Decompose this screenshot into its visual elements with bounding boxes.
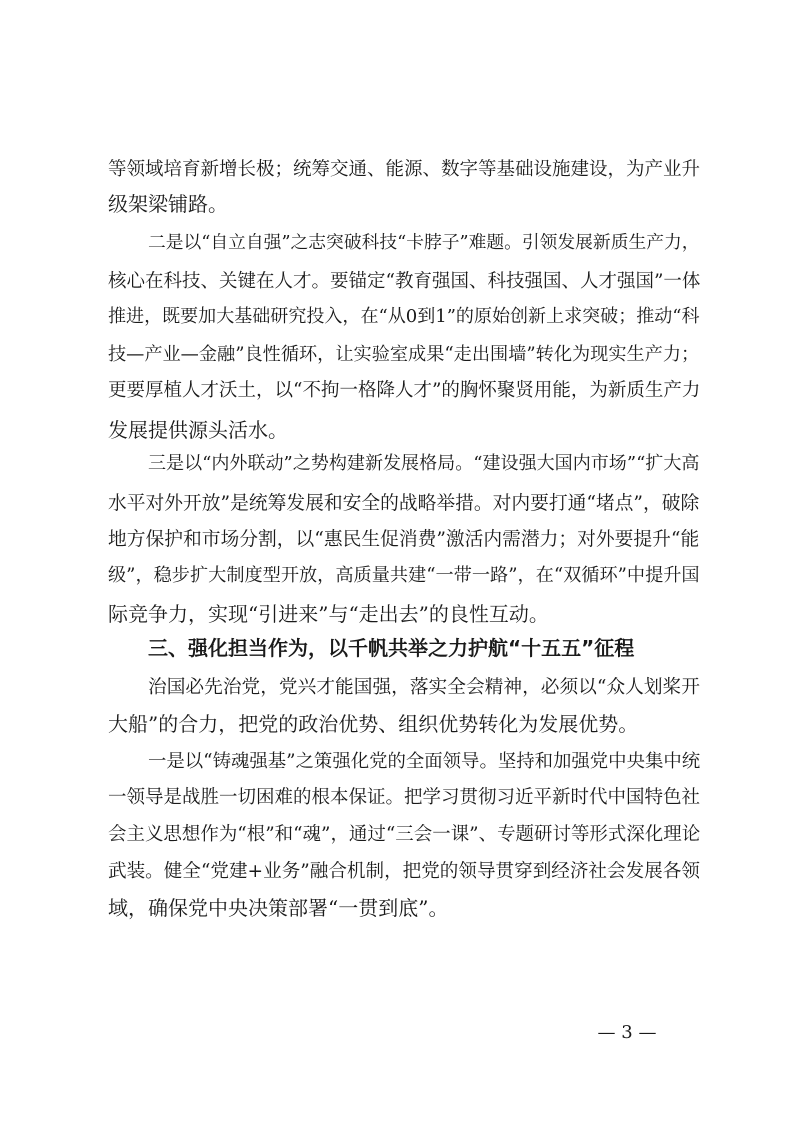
paragraph-line xyxy=(0,815,794,855)
paragraph-3-line-2: 水平对外开放”是统筹发展和安全的战略举措。对内要打通“堵点”，破除 xyxy=(108,493,700,514)
paragraph-2-line-1: 二是以“自立自强”之志突破科技“卡脖子”难题。引领发展新质生产力， xyxy=(148,233,700,253)
paragraph-4-line-2: 大船”的合力，把党的政治优势、组织优势转化为发展优势。 xyxy=(108,712,639,736)
paragraph-line xyxy=(0,668,794,708)
section-heading: 三、强化担当作为，以千帆共举之力护航“十五五”征程 xyxy=(148,636,635,660)
section-heading-line xyxy=(0,628,794,668)
paragraph-1-line-1: 等领域培育新增长极；统筹交通、能源、数字等基础设施建设，为产业升 xyxy=(108,159,701,180)
paragraph-5-line-2: 一领导是战胜一切困难的根本保证。把学习贯彻习近平新时代中国特色社 xyxy=(108,787,701,808)
paragraph-line xyxy=(0,262,794,302)
paragraph-3-line-1: 三是以“内外联动”之势构建新发展格局。“建设强大国内市场”“扩大高 xyxy=(148,453,700,474)
paragraph-line xyxy=(0,444,794,484)
paragraph-line xyxy=(0,852,794,892)
paragraph-4-line-1: 治国必先治党，党兴才能国强，落实全会精神，必须以“众人划桨开 xyxy=(148,677,700,698)
paragraph-line xyxy=(0,184,794,224)
paragraph-line xyxy=(0,888,794,928)
page-number: — 3 — xyxy=(597,1022,657,1043)
paragraph-3-line-4: 级”，稳步扩大制度型开放，高质量共建“一带一路”，在“双循环”中提升国 xyxy=(108,565,700,586)
paragraph-line xyxy=(0,520,794,560)
paragraph-line xyxy=(0,297,794,337)
paragraph-line xyxy=(0,223,794,263)
paragraph-2-line-6: 发展提供源头活水。 xyxy=(108,418,288,442)
paragraph-5-line-3: 会主义思想作为“根”和“魂”，通过“三会一课”、专题研讨等形式深化理论 xyxy=(108,824,701,845)
paragraph-5-line-1: 一是以“铸魂强基”之策强化党的全面领导。坚持和加强党中央集中统 xyxy=(148,751,701,772)
paragraph-3-line-3: 地方保护和市场分割，以“惠民生促消费”激活内需潜力；对外要提升“能 xyxy=(108,529,700,550)
paragraph-2-line-4: 技—产业—金融”良性循环，让实验室成果“走出围墙”转化为现实生产力； xyxy=(108,344,700,365)
paragraph-2-line-5: 更要厚植人才沃土，以“不拘一格降人才”的胸怀聚贤用能，为新质生产力 xyxy=(108,380,701,401)
paragraph-2-line-2: 核心在科技、关键在人才。要锚定“教育强国、科技强国、人才强国”一体 xyxy=(108,271,701,292)
paragraph-line xyxy=(0,335,794,375)
paragraph-1-line-2: 级架梁铺路。 xyxy=(108,192,228,216)
paragraph-line xyxy=(0,371,794,411)
paragraph-5-line-4: 武装。健全“党建+业务”融合机制，把党的领导贯穿到经济社会发展各领 xyxy=(108,861,700,882)
paragraph-line xyxy=(0,484,794,524)
paragraph-line xyxy=(0,704,794,744)
paragraph-2-line-3: 推进，既要加大基础研究投入，在“从0到1”的原始创新上求突破；推动“科 xyxy=(108,306,700,327)
paragraph-3-line-5: 际竞争力，实现“引进来”与“走出去”的良性互动。 xyxy=(108,602,549,626)
paragraph-line xyxy=(0,778,794,818)
paragraph-line xyxy=(0,556,794,596)
paragraph-line xyxy=(0,742,794,782)
paragraph-5-line-5: 域，确保党中央决策部署“一贯到底”。 xyxy=(108,896,449,920)
